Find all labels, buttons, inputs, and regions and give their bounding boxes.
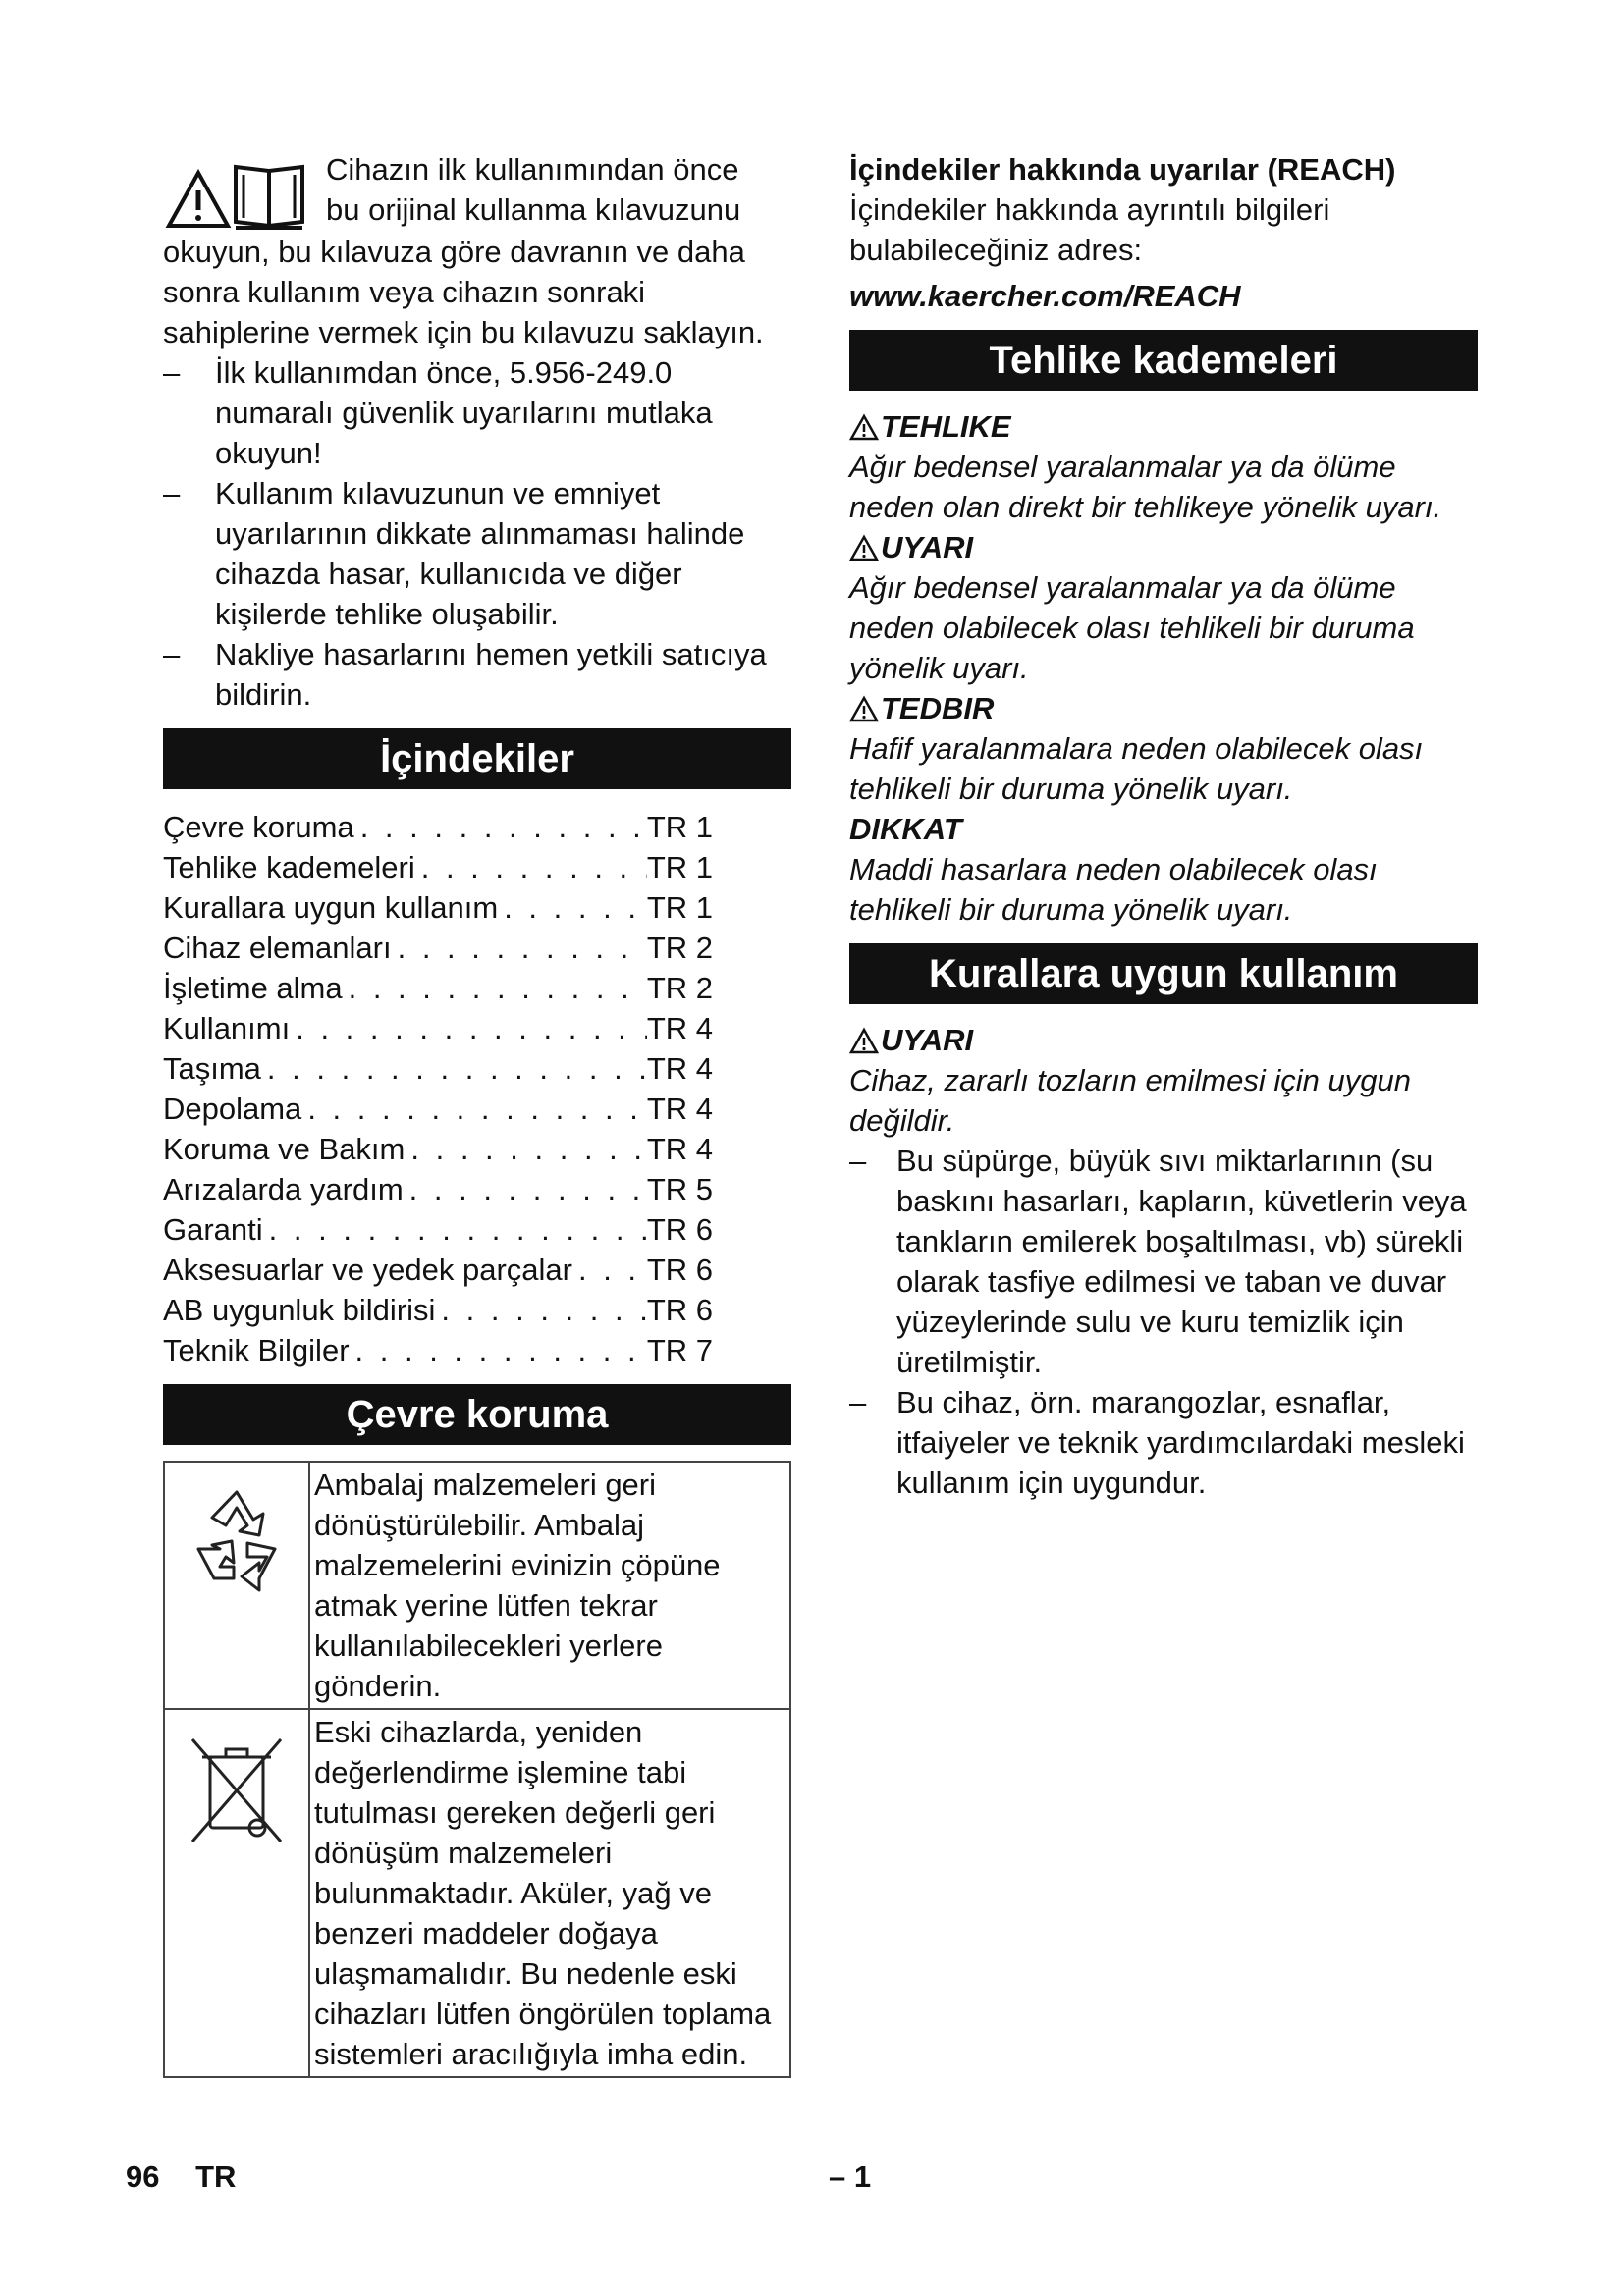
notice-text: Maddi hasarlara neden olabilecek olası tehlikeli bir duruma yönelik uyarı.: [849, 852, 1378, 927]
toc-entry[interactable]: Koruma ve Bakım . . . TR 4: [163, 1129, 713, 1169]
left-column: [163, 149, 791, 2078]
toc-entry[interactable]: AB uygunluk bildirisi . . . TR 6: [163, 1290, 713, 1330]
caution-text: Hafif yaralanmalara neden olabilecek olası tehlikeli bir duruma yönelik uyarı.: [849, 731, 1424, 806]
warning-label: UYARI: [849, 527, 1478, 567]
reach-title: İçindekiler hakkında uyarılar (REACH): [849, 152, 1396, 187]
toc-heading: İçindekiler: [163, 728, 791, 789]
disposal-text: Eski cihazlarda, yeniden değerlendirme işlemine tabi tutulması gereken değerli geri dönüşüm malzemeleri bulunmaktadır. Aküler, yağ ve benzeri maddeler doğaya ulaşmamalıdır. Bu nedenle eski cihazları lütfen öngörülen toplama sistemleri aracılığıyla imha edin.: [309, 1709, 790, 2077]
notice-label: DIKKAT: [849, 812, 962, 846]
environment-heading: Çevre koruma: [163, 1384, 791, 1445]
warning-triangle-icon: [849, 1027, 879, 1054]
list-item: – Nakliye hasarlarını hemen yetkili satıcıya bildirin.: [163, 637, 767, 712]
warning-text: Ağır bedensel yaralanmalar ya da ölüme neden olabilecek olası tehlikeli bir duruma yönelik uyarı.: [849, 570, 1415, 685]
intro-section: [163, 149, 791, 715]
table-of-contents: [163, 807, 713, 1370]
crossed-bin-icon: [183, 1732, 291, 1849]
warning-triangle-icon: [849, 413, 879, 441]
list-item: – Kullanım kılavuzunun ve emniyet uyarılarının dikkate alınmaması halinde cihazda hasar, kullanıcıda ve diğer kişilerde tehlike oluşabilir.: [163, 476, 745, 631]
warning-and-manual-icon: [163, 153, 310, 232]
reach-url-link[interactable]: www.kaercher.com/REACH: [849, 279, 1241, 313]
section-page-number: – 1: [829, 2160, 872, 2194]
right-column: [849, 149, 1478, 1503]
toc-entry[interactable]: Depolama . . . TR 4: [163, 1089, 713, 1129]
environment-table: [163, 1461, 791, 2078]
toc-entry[interactable]: Tehlike kademeleri . . . TR 1: [163, 847, 713, 887]
usage-heading: Kurallara uygun kullanım: [849, 943, 1478, 1004]
list-item: – İlk kullanımdan önce, 5.956-249.0 numaralı güvenlik uyarılarını mutlaka okuyun!: [163, 355, 713, 470]
toc-entry[interactable]: Kurallara uygun kullanım . . . TR 1: [163, 887, 713, 928]
toc-entry[interactable]: Çevre koruma . . . TR 1: [163, 807, 713, 847]
reach-text: İçindekiler hakkında ayrıntılı bilgileri bulabileceğiniz adres:: [849, 192, 1330, 267]
list-item: – Bu süpürge, büyük sıvı miktarlarının (su baskını hasarları, kapların, küvetlerin veya tankların emilerek boşaltılması, vb) sürekli olarak tasfiye edilmesi ve taban ve duvar yüzeylerinde sulu ve kuru temizlik için üretilmiştir.: [849, 1144, 1467, 1379]
warning-triangle-icon: [849, 534, 879, 561]
toc-entry[interactable]: Arızalarda yardım . . . TR 5: [163, 1169, 713, 1209]
caution-label: TEDBIR: [849, 688, 1478, 728]
usage-warning-text: Cihaz, zararlı tozların emilmesi için uygun değildir.: [849, 1063, 1411, 1138]
page-number: 96: [126, 2160, 160, 2194]
toc-entry[interactable]: Garanti . . . TR 6: [163, 1209, 713, 1250]
language-code: TR: [195, 2160, 237, 2194]
list-item: – Bu cihaz, örn. marangozlar, esnaflar, itfaiyeler ve teknik yardımcılardaki mesleki kullanım için uygundur.: [849, 1385, 1465, 1500]
toc-entry[interactable]: Cihaz elemanları . . . TR 2: [163, 928, 713, 968]
warning-triangle-icon: [849, 695, 879, 722]
intro-line-1: Cihazın ilk kullanımından önce: [326, 152, 739, 187]
danger-label: TEHLIKE: [849, 406, 1478, 447]
recycle-text: Ambalaj malzemeleri geri dönüştürülebilir. Ambalaj malzemelerini evinizin çöpüne atmak yerine lütfen tekrar kullanılabilecekleri yerlere gönderin.: [309, 1462, 790, 1709]
intro-paragraph: okuyun, bu kılavuza göre davranın ve daha sonra kullanım veya cihazın sonraki sahiplerine vermek için bu kılavuzu saklayın.: [163, 235, 764, 349]
toc-entry[interactable]: Kullanımı . . . TR 4: [163, 1008, 713, 1048]
recycle-icon: [183, 1484, 291, 1592]
toc-entry[interactable]: Aksesuarlar ve yedek parçalar . . . TR 6: [163, 1250, 713, 1290]
toc-entry[interactable]: Teknik Bilgiler . . . TR 7: [163, 1330, 713, 1370]
toc-entry[interactable]: İşletime alma . . . TR 2: [163, 968, 713, 1008]
page-footer: [126, 2160, 236, 2195]
hazard-heading: Tehlike kademeleri: [849, 330, 1478, 391]
toc-entry[interactable]: Taşıma . . . TR 4: [163, 1048, 713, 1089]
usage-warning-label: UYARI: [849, 1020, 1478, 1060]
danger-text: Ağır bedensel yaralanmalar ya da ölüme neden olan direkt bir tehlikeye yönelik uyarı.: [849, 450, 1442, 524]
intro-line-2: bu orijinal kullanma kılavuzunu: [326, 192, 741, 227]
